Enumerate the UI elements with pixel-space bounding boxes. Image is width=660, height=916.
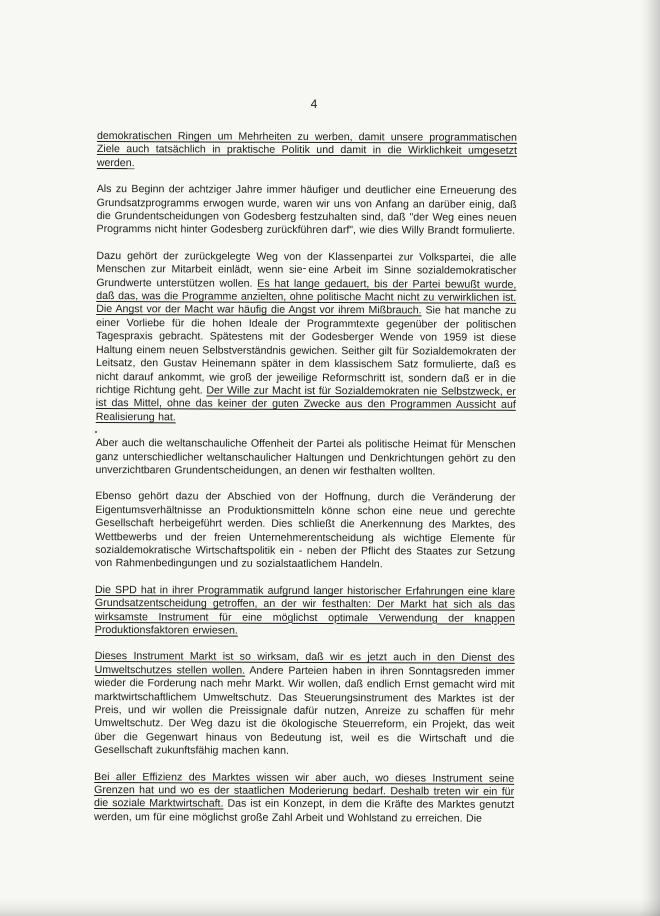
text-segment: Das ist ein Konzept, in dem die Kräfte des Marktes genutzt werden, um für eine möglichst große Zahl Arbeit und Wohlstand zu erreichen. Die xyxy=(93,798,515,825)
underlined-text: Dieses Instrument Markt ist so wirksam, daß wir es jetzt auch in den Dienst des Umweltschutzes stellen wollen. xyxy=(94,650,515,677)
underlined-text: Die SPD hat in ihrer Programmatik aufgrund langer historischer Erfahrungen eine klare Grundsatzentscheidung getroffen, an der wir festhalten: Der Markt hat sich als das wirksamste Instrument für eine möglichst optimale Verwendung der knappen Produktionsfaktoren erwiesen. xyxy=(94,583,516,637)
text-segment: Sie hat manche zu einer Vorliebe für die hohen Ideale der Programmtexte gegenüber der politischen Tagespraxis gebracht. Spätestens mit der Godesberger Wende von 1959 ist diese Haltung einem neuen Selbstverständnis gewichen. Seither gilt für Sozialdemokraten der Leitsatz, den Gustav Heinemann später in dem klassischem Satz formulierte, daß es nicht darauf ankommt, wie groß der jeweilige Reformschritt ist, sondern daß er in die richtige Richtung geht. xyxy=(95,304,517,397)
text-segment: Ebenso gehört dazu der Abschied von der Hoffnung, durch die Veränderung der Eigentumsverhältnisse an Produktionsmitteln könne schon eine neue und gerechte Gesellschaft herbeigeführt werden. Dies schließt die Anerkennung des Marktes, des Wettbewerbs und der freien Unternehmerentscheidung als wichtige Elemente für sozialdemokratische Wirtschaftspolitik ein - neben der Pflicht des Staates zur Setzung von Rahmenbedingungen und zu sozialstaatlichem Handeln. xyxy=(95,490,516,571)
page-number: 4 xyxy=(310,97,318,111)
text-segment: Dazu gehört der zurückgelegte Weg von der Klassenpartei zur Volkspartei, die alle Menschen zur Mitarbeit einlädt, wenn sie eine Arbeit im Sinne sozialdemokratischer Grundwerte unterstützen wollen. xyxy=(96,249,517,290)
paragraph xyxy=(97,183,517,238)
paragraph xyxy=(95,437,515,479)
text-segment: Aber auch die weltanschauliche Offenheit der Partei als politische Heimat für Menschen ganz unterschiedlicher weltanschaulicher Haltungen und Denkrichtungen gehört zu den unverzichtbaren Grundentscheidungen, an denen wir festhalten wollten. xyxy=(95,437,516,478)
paragraph xyxy=(95,584,515,639)
text-segment: Andere Parteien haben in ihren Sonntagsreden immer wieder die Forderung nach mehr Markt. Wir wollen, daß endlich Ernst gemacht wird mit marktwirtschaftlichem Umweltschutz. Das Steuerungsinstrument des Marktes ist der Preis, und wir wollen die Preissignale dafür nutzen, Anreize zu schaffen für mehr Umweltschutz. Der Weg dazu ist die ökologische Steuerreform, ein Projekt, das weit über die Gegenwart hinaus von Bedeutung ist, weil es die Wirtschaft und die Gesellschaft zukunftsfähig machen kann. xyxy=(94,664,515,758)
paragraph xyxy=(96,250,517,426)
document-body xyxy=(94,130,517,839)
underlined-text: Bei aller Effizienz des Marktes wissen wir aber auch, wo dieses Instrument seine Grenzen hat und wo es der staatlichen Moderierung bedarf. Deshalb treten wir ein für die soziale Marktwirtschaft. xyxy=(94,770,515,811)
scan-edge-shadow-bottom xyxy=(0,898,660,916)
paragraph xyxy=(97,130,517,172)
text-segment: Als zu Beginn der achtziger Jahre immer häufiger und deutlicher eine Erneuerung des Grundsatzprogramms erwogen wurde, waren wir uns von Anfang an darüber einig, daß die Grundentscheidungen von Godesberg festzuhalten sind, daß "der Weg eines neuen Programms nicht hinter Godesberg zurückführen darf", wie dies Willy Brandt formulierte. xyxy=(96,183,517,238)
underlined-text: Es hat lange gedauert, bis der Partei bewußt wurde, daß das, was die Programme anzielten, ohne politische Macht nicht zu verwirklichen ist. Die Angst vor der Macht war häufig die Angst vor ihrem Mißbrauch. xyxy=(96,277,517,317)
paragraph xyxy=(94,771,514,826)
underlined-text: demokratischen Ringen um Mehrheiten zu werben, damit unsere programmatischen Ziele auch tatsächlich in praktische Politik und damit in die Wirklichkeit umgesetzt werden. xyxy=(96,130,517,169)
scan-edge-shadow-right xyxy=(640,0,660,916)
paragraph xyxy=(95,490,515,572)
paragraph xyxy=(94,650,514,759)
underlined-text: Der Wille zur Macht ist für Sozialdemokraten nie Selbstzweck, er ist das Mittel, ohne das keiner der guten Zwecke aus den Programmen Aussicht auf Realisierung hat. xyxy=(95,384,516,424)
